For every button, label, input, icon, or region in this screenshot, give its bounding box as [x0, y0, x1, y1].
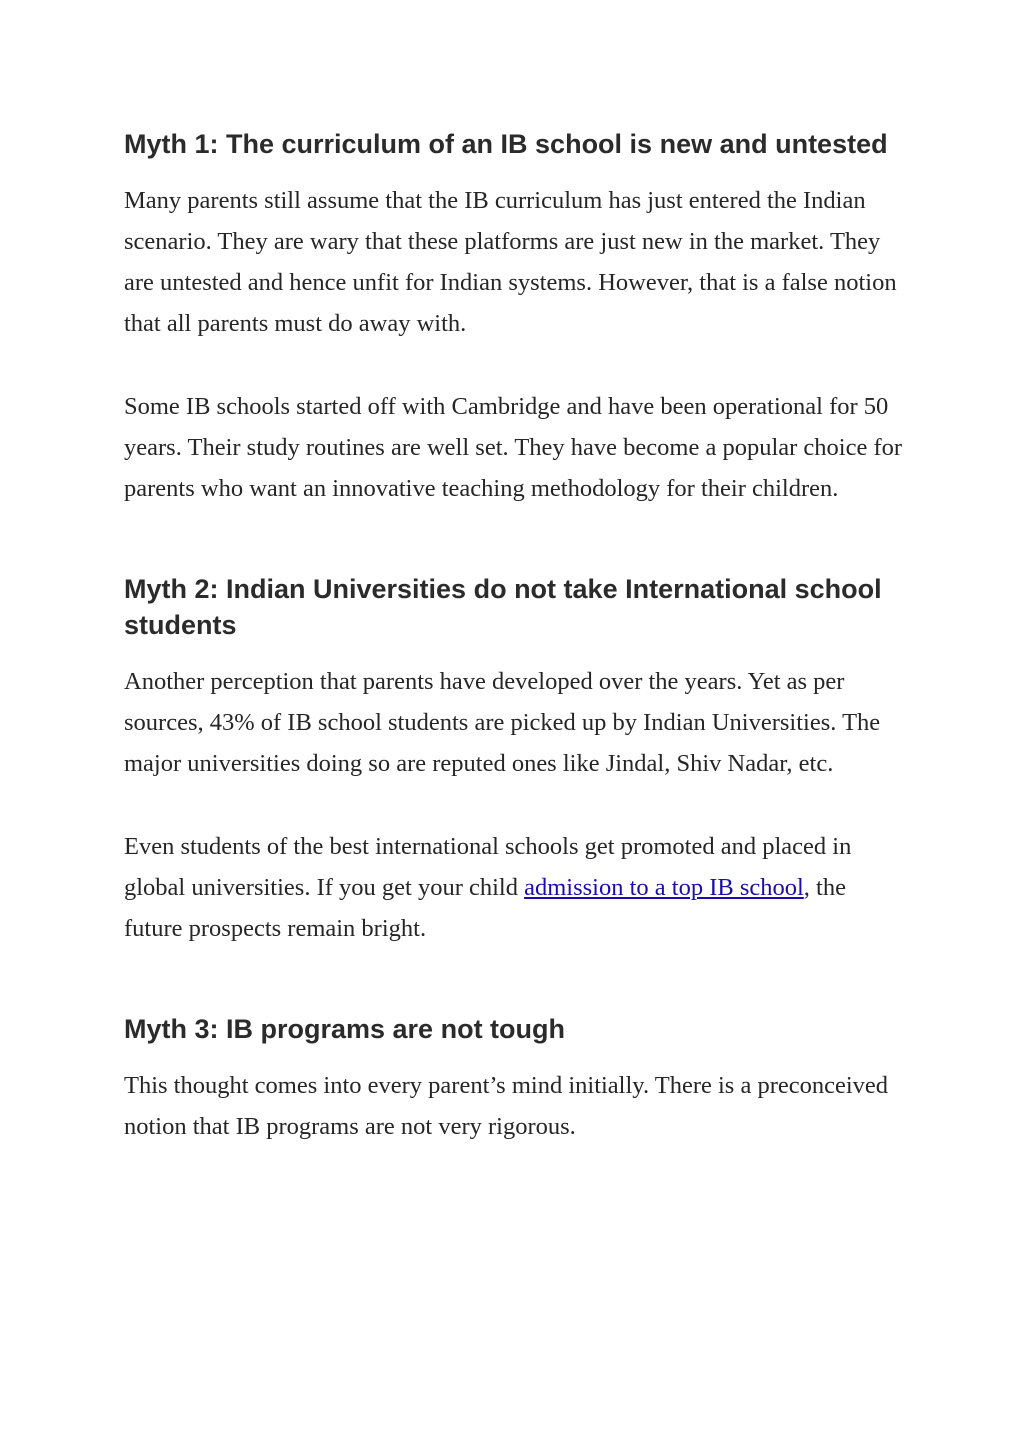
myth-3-paragraph-1: This thought comes into every parent’s mind initially. There is a preconceived notion that IB programs are not very rigorous.: [124, 1072, 889, 1140]
myth-1-paragraph-1: Many parents still assume that the IB curriculum has just entered the Indian scenario. They are wary that these platforms are just new in the market. They are untested and hence unfit for Indian systems. However, that is a false notion that all parents must do away with.: [124, 187, 897, 337]
document-page: [124, 126, 904, 1147]
myth-2-paragraph-1: Another perception that parents have developed over the years. Yet as per sources, 43% of IB school students are picked up by Indian Universities. The major universities doing so are reputed ones like Jindal, Shiv Nadar, etc.: [124, 668, 881, 777]
myth-3-heading: Myth 3: IB programs are not tough: [124, 1014, 566, 1044]
admission-link[interactable]: admission to a top IB school: [524, 874, 804, 901]
myth-2-paragraph-2: [124, 826, 904, 949]
myth-2-heading: Myth 2: Indian Universities do not take International school students: [124, 574, 882, 640]
myth-2-paragraph-2-text-after: , the future prospects remain bright.: [124, 874, 846, 942]
myth-1-heading: Myth 1: The curriculum of an IB school is new and untested: [124, 129, 888, 159]
myth-1-paragraph-2: Some IB schools started off with Cambridge and have been operational for 50 years. Their study routines are well set. They have become a popular choice for parents who want an innovative teaching methodology for their children.: [124, 393, 903, 502]
myth-2-paragraph-2-text-before: Even students of the best international schools get promoted and placed in global universities. If you get your child: [124, 833, 852, 901]
